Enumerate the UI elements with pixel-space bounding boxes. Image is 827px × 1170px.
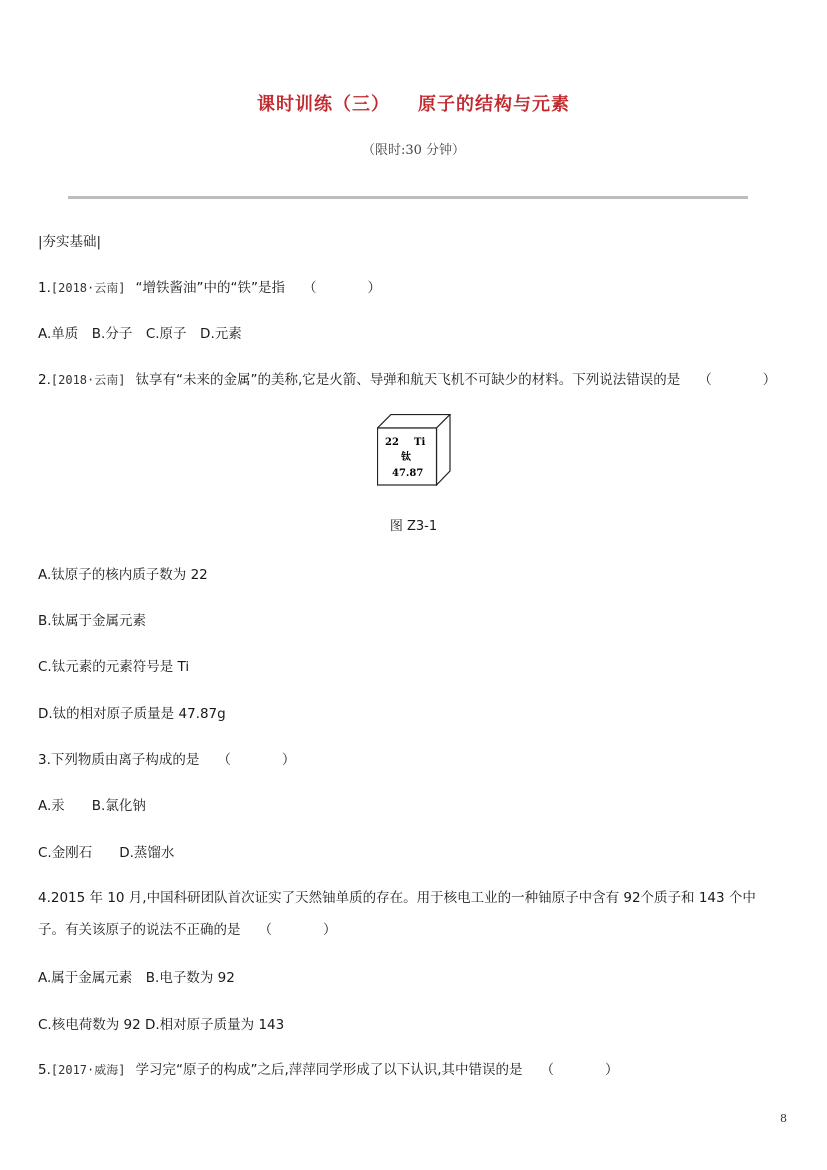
title-topic: 原子的结构与元素 (418, 94, 570, 115)
q2-answer-paren: （ ） (698, 372, 785, 388)
q2-source: [2018·云南] (50, 373, 126, 387)
q2-option-d: D.钛的相对原子质量是 47.87g (38, 706, 226, 722)
q3-answer-paren: （ ） (217, 752, 304, 768)
q1-number: 1. (38, 280, 51, 296)
q5-stem: 学习完“原子的构成”之后,萍萍同学形成了以下认识,其中错误的是 (135, 1062, 523, 1078)
page-number: 8 (780, 1112, 787, 1125)
element-atomic-number: 22 (385, 437, 399, 448)
q5-source: [2017·威海] (50, 1063, 126, 1077)
question-4-line-1: 4.2015 年 10 月,中国科研团队首次证实了天然铀单质的存在。用于核电工业的一种铀原子中含有 92个质子和 143 个中 (38, 890, 756, 906)
q4-options-ab: A.属于金属元素 B.电子数为 92 (38, 970, 235, 986)
q2-option-a: A.钛原子的核内质子数为 22 (38, 567, 208, 583)
figure-caption: 图 Z3-1 (389, 519, 438, 534)
header-rule (68, 196, 748, 199)
q1-answer-paren: （ ） (302, 280, 389, 296)
q4-options-cd: C.核电荷数为 92 D.相对原子质量为 143 (38, 1017, 285, 1033)
q5-number: 5. (38, 1062, 51, 1078)
question-3 (38, 748, 303, 768)
element-cube-figure (377, 414, 451, 486)
q2-stem: 钛享有“未来的金属”的美称,它是火箭、导弹和航天飞机不可缺少的材料。下列说法错误的是 (135, 372, 681, 388)
element-mass: 47.87 (392, 468, 424, 479)
q1-source: [2018·云南] (50, 281, 126, 295)
q2-number: 2. (38, 372, 51, 388)
section-label: |夯实基础| (38, 234, 102, 250)
q4-stem-end: 子。有关该原子的说法不正确的是 (38, 922, 241, 938)
q5-answer-paren: （ ） (540, 1062, 627, 1078)
page-title (0, 90, 827, 116)
q2-option-c: C.钛元素的元素符号是 Ti (38, 659, 190, 675)
q3-options-ab: A.汞 B.氯化钠 (38, 798, 146, 814)
q4-answer-paren: （ ） (258, 922, 345, 938)
element-name: 钛 (401, 452, 411, 463)
q2-option-b: B.钛属于金属元素 (38, 613, 147, 629)
time-limit: （限时:30 分钟） (361, 143, 466, 158)
question-1 (38, 276, 389, 296)
question-5 (38, 1058, 627, 1078)
title-lesson: 课时训练（三） (257, 94, 390, 115)
question-4-line-2 (38, 918, 345, 938)
q3-stem: 3.下列物质由离子构成的是 (38, 752, 200, 768)
q3-options-cd: C.金刚石 D.蒸馏水 (38, 845, 175, 861)
question-2 (38, 368, 784, 388)
q1-stem: “增铁酱油”中的“铁”是指 (135, 280, 285, 296)
element-symbol: Ti (414, 437, 426, 448)
q1-options: A.单质 B.分子 C.原子 D.元素 (38, 326, 242, 342)
